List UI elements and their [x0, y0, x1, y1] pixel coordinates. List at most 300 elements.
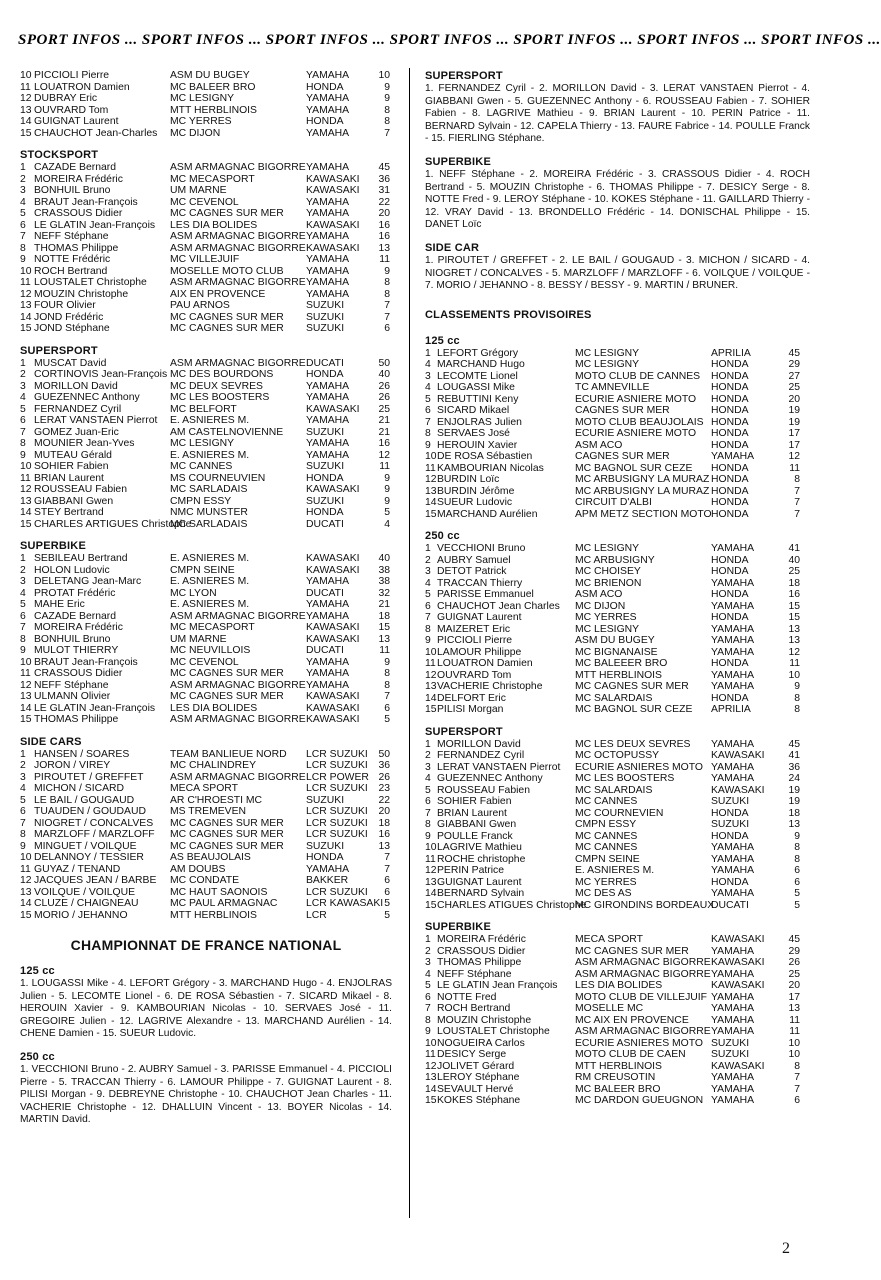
bike-cell: SUZUKI: [306, 300, 345, 311]
position-cell: 11: [425, 462, 436, 474]
points-cell: 38: [378, 564, 390, 576]
points-cell: 13: [788, 1003, 800, 1015]
points-cell: 7: [794, 1072, 800, 1084]
table-row: [425, 1026, 800, 1038]
results-paragraph-125cc: 1. LOUGASSI Mike - 4. LEFORT Grégory - 3. MARCHAND Hugo - 4. ENJOLRAS Julien - 5. LECOMTE Lionel - 6. DE ROSA Sébastien - 7. SICARD Mikael - 8. HEROUIN Xavier - 9. KAMBOURIAN Nicolas - 10. SERVAES José - 11. GREGOIRE Julien - 12. LAGRIVE Alexandre - 13. MARCHAND Aurélien - 14. CHENE Damien - 15. SUEUR Ludovic.: [20, 978, 392, 1040]
position-cell: 11: [20, 277, 31, 288]
classements-title: CLASSEMENTS PROVISOIRES: [425, 308, 592, 321]
club-cell: MC LESIGNY: [575, 347, 640, 359]
bike-cell: YAMAHA: [711, 1003, 755, 1015]
club-cell: MC CEVENOL: [170, 656, 239, 668]
club-cell: MC MECASPORT: [170, 173, 255, 185]
table-row: [425, 1038, 800, 1050]
bike-cell: YAMAHA: [306, 127, 350, 139]
position-cell: 2: [425, 750, 431, 762]
table-row: [20, 898, 390, 910]
position-cell: 7: [425, 807, 431, 819]
club-cell: MC CANNES: [575, 830, 638, 842]
table-row: [425, 831, 800, 843]
rider-name-cell: CRASSOUS Didier: [34, 208, 123, 219]
table-row: [425, 566, 800, 578]
table-row: [20, 208, 390, 220]
rider-name-cell: LAGRIVE Mathieu: [437, 842, 522, 854]
bike-cell: YAMAHA: [711, 669, 755, 681]
table-row: [20, 450, 390, 462]
table-row: [20, 404, 390, 416]
club-cell: MC CAGNES SUR MER: [170, 840, 284, 852]
position-cell: 2: [20, 760, 26, 771]
results-paragraph-superbike: 1. NEFF Stéphane - 2. MOREIRA Frédéric - 3. CRASSOUS Didier - 4. ROCH Bertrand - 5. MOUZIN Christophe - 6. THOMAS Philippe - 7. DESICY Serge - 8. NOTTE Fred - 9. LEROY Stéphane - 10. KOKES Stéphane - 11. GAILLARD Thierry - 12. VRAY David - 13. BRONDELLO Frédéric - 14. DONISCHAL Philippe - 15. DANET Loïc: [425, 168, 810, 231]
section-title-125cc: 125 cc: [20, 965, 55, 977]
table-row: [425, 704, 800, 716]
rider-name-cell: CHARLES ATIGUES Christophe: [437, 899, 587, 911]
table-row: [425, 555, 800, 567]
club-cell: ECURIE ASNIERE MOTO: [575, 393, 697, 405]
points-cell: 8: [384, 668, 390, 679]
table-row: [20, 519, 390, 531]
club-cell: MC BALEER BRO: [575, 1083, 661, 1095]
club-cell: MC VILLEJUIF: [170, 254, 240, 265]
rider-name-cell: MOUZIN Christophe: [437, 1014, 532, 1026]
bike-cell: HONDA: [306, 507, 344, 518]
club-cell: MC CAGNES SUR MER: [170, 323, 284, 334]
rider-name-cell: CRASSOUS Didier: [437, 945, 526, 957]
points-cell: 6: [384, 886, 390, 898]
club-cell: ECURIE ASNIERE MOTO: [575, 428, 697, 440]
points-cell: 9: [384, 265, 390, 277]
rider-name-cell: OUVRARD Tom: [34, 104, 109, 116]
table-row: [20, 496, 390, 508]
bike-cell: HONDA: [711, 428, 749, 440]
bike-cell: BAKKER: [306, 875, 349, 886]
rider-name-cell: OUVRARD Tom: [437, 669, 512, 681]
points-cell: 8: [384, 116, 390, 127]
rider-name-cell: JOND Frédéric: [34, 311, 104, 323]
points-cell: 5: [794, 899, 800, 911]
bike-cell: YAMAHA: [711, 1095, 755, 1107]
club-cell: AM CASTELNOVIENNE: [170, 426, 284, 438]
position-cell: 11: [425, 658, 436, 670]
bike-cell: YAMAHA: [306, 70, 350, 81]
rider-name-cell: BURDIN Loïc: [437, 474, 500, 486]
bike-cell: YAMAHA: [711, 865, 755, 877]
results-paragraph-side-car: 1. PIROUTET / GREFFET - 2. LE BAIL / GOUGAUD - 3. MICHON / SICARD - 4. NIOGRET / CONCALVES - 5. MARZLOFF / MARZLOFF - 6. VOILQUE / VOILQUE - 7. MORIO / JEHANNO - 8. BESSY / BESSY - 9. MARTIN / BRUNER.: [425, 254, 810, 292]
points-cell: 8: [794, 474, 800, 486]
position-cell: 12: [20, 93, 32, 104]
bike-cell: HONDA: [306, 369, 344, 380]
bike-cell: KAWASAKI: [306, 714, 360, 725]
club-cell: E. ASNIERES M.: [170, 449, 250, 461]
club-cell: MC CAGNES SUR MER: [170, 691, 284, 702]
table-row: [425, 865, 800, 877]
rider-name-cell: LE GLATIN Jean-François: [34, 702, 156, 714]
points-cell: 9: [384, 472, 390, 484]
rider-name-cell: LEFORT Grégory: [437, 347, 519, 359]
bike-cell: SUZUKI: [306, 461, 345, 472]
rider-name-cell: LERAT VANSTAEN Pierrot: [34, 415, 158, 426]
position-cell: 2: [20, 173, 26, 185]
club-cell: ASM DU BUGEY: [575, 635, 655, 647]
points-cell: 7: [794, 1083, 800, 1095]
position-cell: 5: [425, 980, 431, 992]
points-cell: 36: [378, 173, 390, 185]
bike-cell: DUCATI: [711, 899, 749, 911]
bike-cell: DUCATI: [306, 587, 344, 599]
rider-name-cell: LEROY Stéphane: [437, 1072, 520, 1084]
position-cell: 6: [20, 415, 26, 426]
bike-cell: HONDA: [711, 497, 749, 509]
points-cell: 5: [384, 714, 390, 725]
table-row: [425, 785, 800, 797]
points-cell: 7: [384, 300, 390, 311]
section-title-250cc: 250 cc: [425, 530, 460, 543]
table-row: [425, 1061, 800, 1073]
position-cell: 13: [425, 876, 437, 888]
position-cell: 1: [425, 738, 431, 750]
table-row: [20, 818, 390, 830]
table-row: [425, 451, 800, 463]
table-row: [20, 599, 390, 611]
table-row: [20, 105, 390, 117]
points-cell: 41: [788, 750, 800, 762]
club-cell: MOSELLE MOTO CLUB: [170, 265, 284, 277]
position-cell: 13: [20, 691, 32, 702]
points-cell: 19: [788, 416, 800, 428]
position-cell: 10: [425, 1037, 437, 1049]
table-row: [20, 634, 390, 646]
position-cell: 2: [20, 369, 26, 380]
rider-name-cell: SOHIER Fabien: [34, 461, 109, 472]
club-cell: MC COURNEVIEN: [575, 807, 664, 819]
points-cell: 9: [794, 830, 800, 842]
club-cell: MC YERRES: [170, 116, 232, 127]
table-row: [20, 645, 390, 657]
bike-cell: YAMAHA: [711, 577, 755, 589]
table-row: [425, 394, 800, 406]
rider-name-cell: VECCHIONI Bruno: [437, 543, 526, 555]
bike-cell: YAMAHA: [306, 93, 350, 104]
position-cell: 9: [20, 840, 26, 852]
table-row: [20, 714, 390, 726]
table-row: [425, 601, 800, 613]
rider-name-cell: BRIAN Laurent: [34, 472, 104, 484]
position-cell: 3: [425, 957, 431, 969]
club-cell: MC CHALINDREY: [170, 760, 257, 771]
points-cell: 21: [378, 599, 390, 610]
table-row: [20, 197, 390, 209]
bike-cell: LCR POWER: [306, 771, 369, 783]
club-cell: MC LYON: [170, 587, 217, 599]
club-cell: MC BAGNOL SUR CEZE: [575, 462, 693, 474]
table-row: [20, 680, 390, 692]
table-row: [425, 877, 800, 889]
points-cell: 9: [384, 81, 390, 93]
rider-name-cell: PERIN Patrice: [437, 865, 504, 877]
position-cell: 5: [425, 393, 431, 405]
table-row: [425, 773, 800, 785]
table-row: [20, 438, 390, 450]
table-row: [425, 750, 800, 762]
position-cell: 7: [425, 1003, 431, 1015]
table-row: [425, 359, 800, 371]
club-cell: MC SALARDAIS: [575, 784, 653, 796]
bike-cell: YAMAHA: [306, 277, 350, 288]
rider-name-cell: MOUZIN Christophe: [34, 288, 129, 300]
table-row: [20, 875, 390, 887]
club-cell: MC ARBUSIGNY LA MURAZ: [575, 485, 710, 497]
bike-cell: HONDA: [711, 589, 749, 601]
rider-name-cell: MAHE Eric: [34, 599, 85, 610]
position-cell: 15: [20, 518, 32, 530]
points-cell: 12: [378, 449, 390, 461]
points-cell: 8: [794, 842, 800, 854]
rider-name-cell: GIABBANI Gwen: [34, 495, 114, 507]
table-row: [425, 739, 800, 751]
points-cell: 16: [378, 231, 390, 242]
rider-name-cell: PARISSE Emmanuel: [437, 589, 534, 601]
table-row: [425, 1049, 800, 1061]
club-cell: ASM DU BUGEY: [170, 70, 250, 81]
table-row: [20, 553, 390, 565]
club-cell: MC LESIGNY: [170, 93, 235, 104]
table-row: [20, 231, 390, 243]
position-cell: 12: [425, 865, 437, 877]
club-cell: ASM ARMAGNAC BIGORRE: [170, 714, 306, 725]
club-cell: MC LES BOOSTERS: [170, 392, 270, 403]
rider-name-cell: CAZADE Bernard: [34, 162, 116, 173]
table-row: [425, 946, 800, 958]
standings-table: [425, 934, 800, 1107]
rider-name-cell: FOUR Olivier: [34, 300, 96, 311]
section-title-supersport: SUPERSPORT: [425, 70, 503, 82]
rider-name-cell: ROCH Bertrand: [437, 1003, 511, 1015]
points-cell: 5: [384, 507, 390, 518]
club-cell: ASM ARMAGNAC BIGORRE: [170, 277, 306, 288]
table-row: [425, 762, 800, 774]
bike-cell: SUZUKI: [306, 495, 345, 507]
position-cell: 9: [425, 1026, 431, 1038]
rider-name-cell: SUEUR Ludovic: [437, 497, 513, 509]
table-row: [425, 957, 800, 969]
position-cell: 4: [425, 382, 431, 394]
section-title-125cc: 125 cc: [425, 334, 460, 347]
table-row: [20, 116, 390, 128]
rider-name-cell: JORON / VIREY: [34, 760, 111, 771]
position-cell: 4: [20, 783, 26, 794]
rider-name-cell: DELETANG Jean-Marc: [34, 576, 142, 587]
bike-cell: HONDA: [306, 116, 344, 127]
rider-name-cell: TUAUDEN / GOUDAUD: [34, 806, 146, 817]
bike-cell: YAMAHA: [306, 162, 350, 173]
position-cell: 15: [20, 909, 32, 921]
rider-name-cell: LOUSTALET Christophe: [437, 1026, 550, 1038]
points-cell: 11: [379, 461, 390, 472]
rider-name-cell: DELANNOY / TESSIER: [34, 852, 144, 863]
table-row: [425, 635, 800, 647]
club-cell: LES DIA BOLIDES: [170, 219, 258, 231]
bike-cell: SUZUKI: [306, 840, 345, 852]
section-title-supersport: SUPERSPORT: [425, 725, 503, 738]
points-cell: 22: [378, 794, 390, 806]
points-cell: 50: [378, 748, 390, 760]
table-row: [425, 589, 800, 601]
section-title-side-car: SIDE CAR: [425, 241, 480, 254]
rider-name-cell: SICARD Mikael: [437, 405, 510, 417]
bike-cell: YAMAHA: [711, 1072, 755, 1084]
bike-cell: YAMAHA: [711, 945, 755, 957]
table-row: [425, 658, 800, 670]
club-cell: MC BRIENON: [575, 577, 642, 589]
rider-name-cell: REBUTTINI Keny: [437, 393, 519, 405]
club-cell: CMPN ESSY: [575, 819, 637, 831]
points-cell: 40: [378, 553, 390, 564]
club-cell: LES DIA BOLIDES: [575, 980, 663, 992]
position-cell: 8: [20, 829, 26, 840]
points-cell: 26: [788, 957, 800, 969]
points-cell: 50: [378, 357, 390, 369]
points-cell: 20: [788, 980, 800, 992]
rider-name-cell: GUYAZ / TENAND: [34, 863, 121, 875]
club-cell: MC BELFORT: [170, 403, 237, 415]
position-cell: 4: [425, 577, 431, 589]
table-row: [20, 910, 390, 922]
bike-cell: LCR KAWASAKI: [306, 898, 384, 909]
club-cell: MC CANNES: [575, 842, 638, 854]
rider-name-cell: PICCIOLI Pierre: [437, 635, 513, 647]
table-row: [425, 670, 800, 682]
standings-table: [425, 348, 800, 521]
club-cell: ASM ARMAGNAC BIGORRE: [575, 957, 711, 969]
table-row: [20, 243, 390, 255]
bike-cell: HONDA: [711, 830, 749, 842]
points-cell: 8: [384, 679, 390, 691]
club-cell: MC GIRONDINS BORDEAUX: [575, 899, 715, 911]
table-row: [20, 266, 390, 278]
position-cell: 12: [425, 474, 437, 486]
position-cell: 12: [20, 288, 32, 300]
points-cell: 27: [788, 370, 800, 382]
club-cell: MC DEUX SEVRES: [170, 380, 263, 392]
bike-cell: YAMAHA: [711, 842, 755, 854]
table-row: [425, 417, 800, 429]
rider-name-cell: MARCHAND Aurélien: [437, 508, 538, 520]
club-cell: MC PAUL ARMAGNAC: [170, 898, 278, 909]
points-cell: 29: [788, 359, 800, 371]
table-row: [425, 693, 800, 705]
points-cell: 7: [384, 127, 390, 139]
club-cell: MC CAGNES SUR MER: [170, 668, 284, 679]
position-cell: 7: [20, 622, 26, 633]
table-row: [20, 864, 390, 876]
table-row: [425, 819, 800, 831]
rider-name-cell: BURDIN Jérôme: [437, 485, 515, 497]
club-cell: MC MECASPORT: [170, 622, 255, 633]
table-row: [425, 612, 800, 624]
points-cell: 11: [789, 462, 800, 474]
position-cell: 3: [20, 185, 26, 196]
table-row: [425, 382, 800, 394]
rider-name-cell: CRASSOUS Didier: [34, 668, 123, 679]
club-cell: CAGNES SUR MER: [575, 451, 670, 463]
points-cell: 21: [378, 426, 390, 438]
club-cell: E. ASNIERES M.: [170, 553, 250, 564]
rider-name-cell: KOKES Stéphane: [437, 1095, 521, 1107]
rider-name-cell: HEROUIN Xavier: [437, 439, 518, 451]
bike-cell: KAWASAKI: [306, 622, 360, 633]
bike-cell: YAMAHA: [306, 610, 350, 622]
club-cell: AR C'HROESTI MC: [170, 794, 263, 806]
position-cell: 4: [425, 359, 431, 371]
rider-name-cell: MARZLOFF / MARZLOFF: [34, 829, 155, 840]
bike-cell: HONDA: [711, 393, 749, 405]
position-cell: 10: [20, 265, 32, 277]
points-cell: 11: [789, 658, 800, 670]
rider-name-cell: ROCH Bertrand: [34, 265, 108, 277]
points-cell: 8: [794, 704, 800, 716]
table-row: [20, 128, 390, 140]
points-cell: 11: [379, 254, 390, 265]
points-cell: 26: [378, 771, 390, 783]
table-row: [20, 691, 390, 703]
results-table: [20, 553, 390, 726]
points-cell: 12: [788, 646, 800, 658]
rider-name-cell: CHAUCHOT Jean Charles: [437, 600, 560, 612]
points-cell: 9: [384, 656, 390, 668]
table-row: [20, 795, 390, 807]
bike-cell: HONDA: [711, 508, 749, 520]
rider-name-cell: SERVAES José: [437, 428, 510, 440]
bike-cell: HONDA: [711, 439, 749, 451]
position-cell: 12: [20, 484, 32, 495]
club-cell: ECURIE ASNIERES MOTO: [575, 1037, 703, 1049]
section-title-supersport: SUPERSPORT: [20, 344, 98, 357]
points-cell: 45: [788, 934, 800, 946]
rider-name-cell: GUEZENNEC Anthony: [34, 392, 140, 403]
table-row: [425, 992, 800, 1004]
page-number: 2: [782, 1240, 790, 1257]
table-row: [20, 749, 390, 761]
points-cell: 5: [794, 888, 800, 900]
club-cell: ASM ACO: [575, 439, 623, 451]
table-row: [20, 852, 390, 864]
rider-name-cell: MICHON / SICARD: [34, 783, 125, 794]
club-cell: MC CAGNES SUR MER: [575, 945, 689, 957]
points-cell: 40: [378, 369, 390, 380]
rider-name-cell: THOMAS Philippe: [34, 714, 119, 725]
bike-cell: APRILIA: [711, 704, 751, 716]
rider-name-cell: GUEZENNEC Anthony: [437, 773, 543, 785]
points-cell: 9: [794, 681, 800, 693]
points-cell: 17: [788, 428, 800, 440]
position-cell: 5: [20, 794, 26, 806]
rider-name-cell: GUIGNAT Laurent: [34, 116, 119, 127]
club-cell: MOTO CLUB DE CAEN: [575, 1049, 686, 1061]
table-row: [20, 82, 390, 94]
club-cell: ASM ARMAGNAC BIGORRE: [170, 679, 306, 691]
club-cell: MC CAGNES SUR MER: [575, 681, 689, 693]
club-cell: MC AIX EN PROVENCE: [575, 1014, 689, 1026]
club-cell: MC LESIGNY: [575, 623, 640, 635]
points-cell: 16: [788, 589, 800, 601]
rider-name-cell: PICCIOLI Pierre: [34, 70, 110, 81]
rider-name-cell: BRIAN Laurent: [437, 807, 507, 819]
points-cell: 7: [384, 863, 390, 875]
bike-cell: YAMAHA: [306, 265, 350, 277]
club-cell: MC CHOISEY: [575, 566, 641, 578]
position-cell: 5: [20, 403, 26, 415]
bike-cell: YAMAHA: [306, 254, 350, 265]
position-cell: 6: [425, 405, 431, 417]
